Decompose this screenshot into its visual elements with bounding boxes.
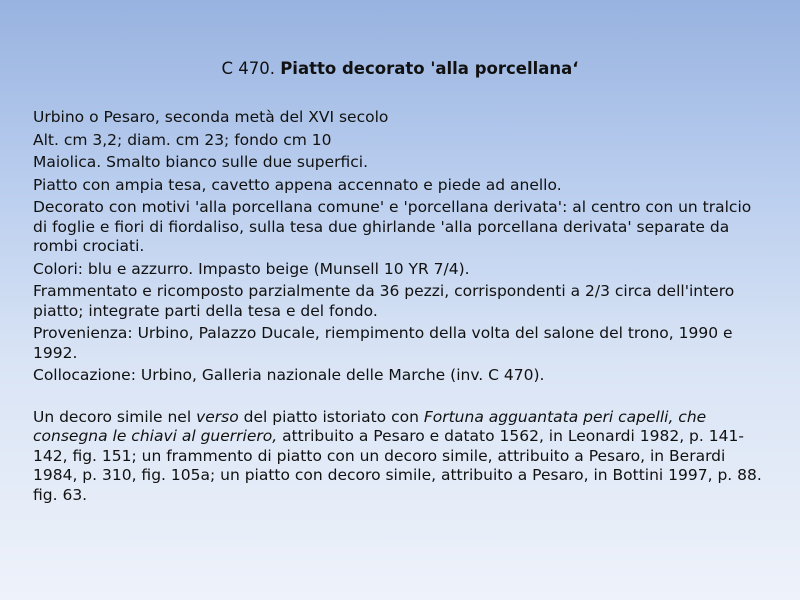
info-line-material: Maiolica. Smalto bianco sulle due superfici. [33,153,369,171]
info-line-provenance: Provenienza: Urbino, Palazzo Ducale, riempimento della volta del salone del trono, 1990 e 1992. [33,324,733,362]
info-line-condition: Frammentato e ricomposto parzialmente da 36 pezzi, corrispondenti a 2/3 circa dell'intero piatto; integrate parti della tesa e del fondo. [33,282,735,320]
slide-title [0,58,800,80]
comparison-note [33,408,763,506]
note-italic-verso: verso [196,407,239,426]
info-line-origin: Urbino o Pesaro, seconda metà del XVI secolo [33,108,389,126]
object-name: Piatto decorato 'alla porcellana‘ [280,59,579,78]
info-line-dimensions: Alt. cm 3,2; diam. cm 23; fondo cm 10 [33,130,332,149]
note-text-3: attribuito a Pesaro e datato 1562, in Leonardi 1982, p. 141-142, fig. 151; un frammento di piatto con un decoro simile, attribuito a Pesaro, in Berardi 1984, p. 310, fig. 105a; un piatto con decoro simile, attribuito a Pesaro, in Bottini 1997, p. 88. fig. 63. [33,427,762,504]
note-text-1: Un decoro simile nel [33,407,197,426]
slide-body [33,108,763,508]
info-line-location: Collocazione: Urbino, Galleria nazionale delle Marche (inv. C 470). [33,366,545,384]
info-line-shape: Piatto con ampia tesa, cavetto appena accennato e piede ad anello. [33,175,562,194]
note-italic-title: Fortuna agguantata peri capelli, che consegna le chiavi al guerriero, [33,407,707,445]
info-line-decoration: Decorato con motivi 'alla porcellana comune' e 'porcellana derivata': al centro con un tralcio di foglie e fiori di fiordaliso, sulla tesa due ghirlande 'alla porcellana derivata' separate da rombi crociati. [33,198,752,255]
catalog-code: C 470. [221,59,275,78]
info-line-colors: Colori: blu e azzurro. Impasto beige (Munsell 10 YR 7/4). [33,259,470,278]
note-text-2: del piatto istoriato con [238,407,424,426]
